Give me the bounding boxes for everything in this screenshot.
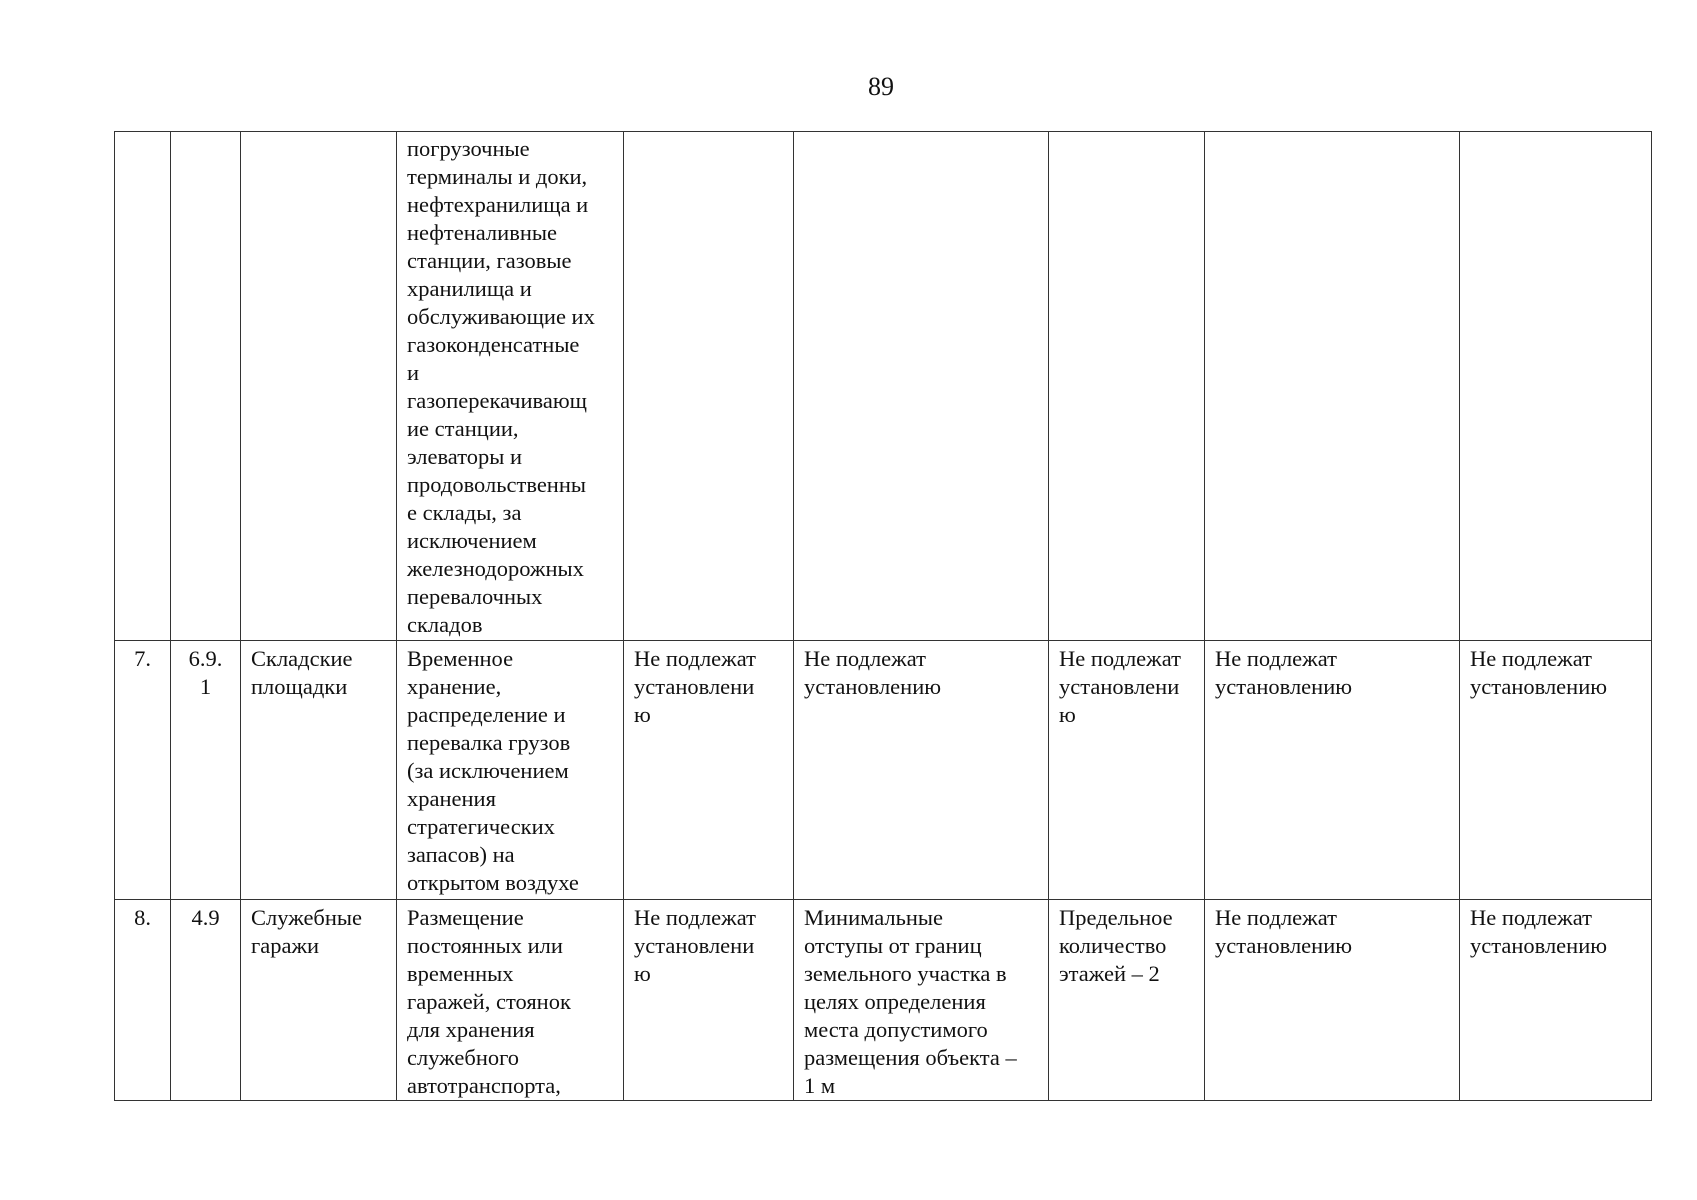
use-code-cell: 4.9 [171, 900, 241, 1101]
parameter-cell-2: Не подлежат установлению [794, 641, 1049, 900]
row-number-cell: 7. [115, 641, 171, 900]
parameter-cell-3: Предельное количество этажей – 2 [1049, 900, 1205, 1101]
parameter-cell-2: Минимальные отступы от границ земельного участка в целях определения места допустимого размещения объекта – 1 м [794, 900, 1049, 1101]
page-number: 89 [868, 72, 894, 101]
use-name-cell: Складские площадки [241, 641, 397, 900]
parameter-cell-2 [794, 132, 1049, 641]
use-description-cell: Размещение постоянных или временных гаражей, стоянок для хранения служебного автотранспорта, [397, 900, 624, 1101]
land-use-regulations-table [114, 131, 1652, 1101]
row-number-cell: 8. [115, 900, 171, 1101]
parameter-cell-4: Не подлежат установлению [1205, 900, 1460, 1101]
parameter-cell-3 [1049, 132, 1205, 641]
parameter-cell-4 [1205, 132, 1460, 641]
table-row [115, 900, 1652, 1101]
parameter-cell-1 [624, 132, 794, 641]
parameter-cell-1: Не подлежат установлени ю [624, 900, 794, 1101]
parameter-cell-5 [1460, 132, 1652, 641]
use-code-cell: 6.9. 1 [171, 641, 241, 900]
use-code-cell [171, 132, 241, 641]
use-description-cell: погрузочные терминалы и доки, нефтехранилища и нефтеналивные станции, газовые хранилища и обслуживающие их газоконденсатные и газоперекачивающ ие станции, элеваторы и продовольственны е склады, за исключением железнодорожных перевалочных складов [397, 132, 624, 641]
parameter-cell-5: Не подлежат установлению [1460, 641, 1652, 900]
parameter-cell-4: Не подлежат установлению [1205, 641, 1460, 900]
row-number-cell [115, 132, 171, 641]
table-row [115, 132, 1652, 641]
table-row [115, 641, 1652, 900]
parameter-cell-3: Не подлежат установлени ю [1049, 641, 1205, 900]
use-name-cell [241, 132, 397, 641]
parameter-cell-1: Не подлежат установлени ю [624, 641, 794, 900]
use-name-cell: Служебные гаражи [241, 900, 397, 1101]
use-description-cell: Временное хранение, распределение и перевалка грузов (за исключением хранения стратегических запасов) на открытом воздухе [397, 641, 624, 900]
parameter-cell-5: Не подлежат установлению [1460, 900, 1652, 1101]
